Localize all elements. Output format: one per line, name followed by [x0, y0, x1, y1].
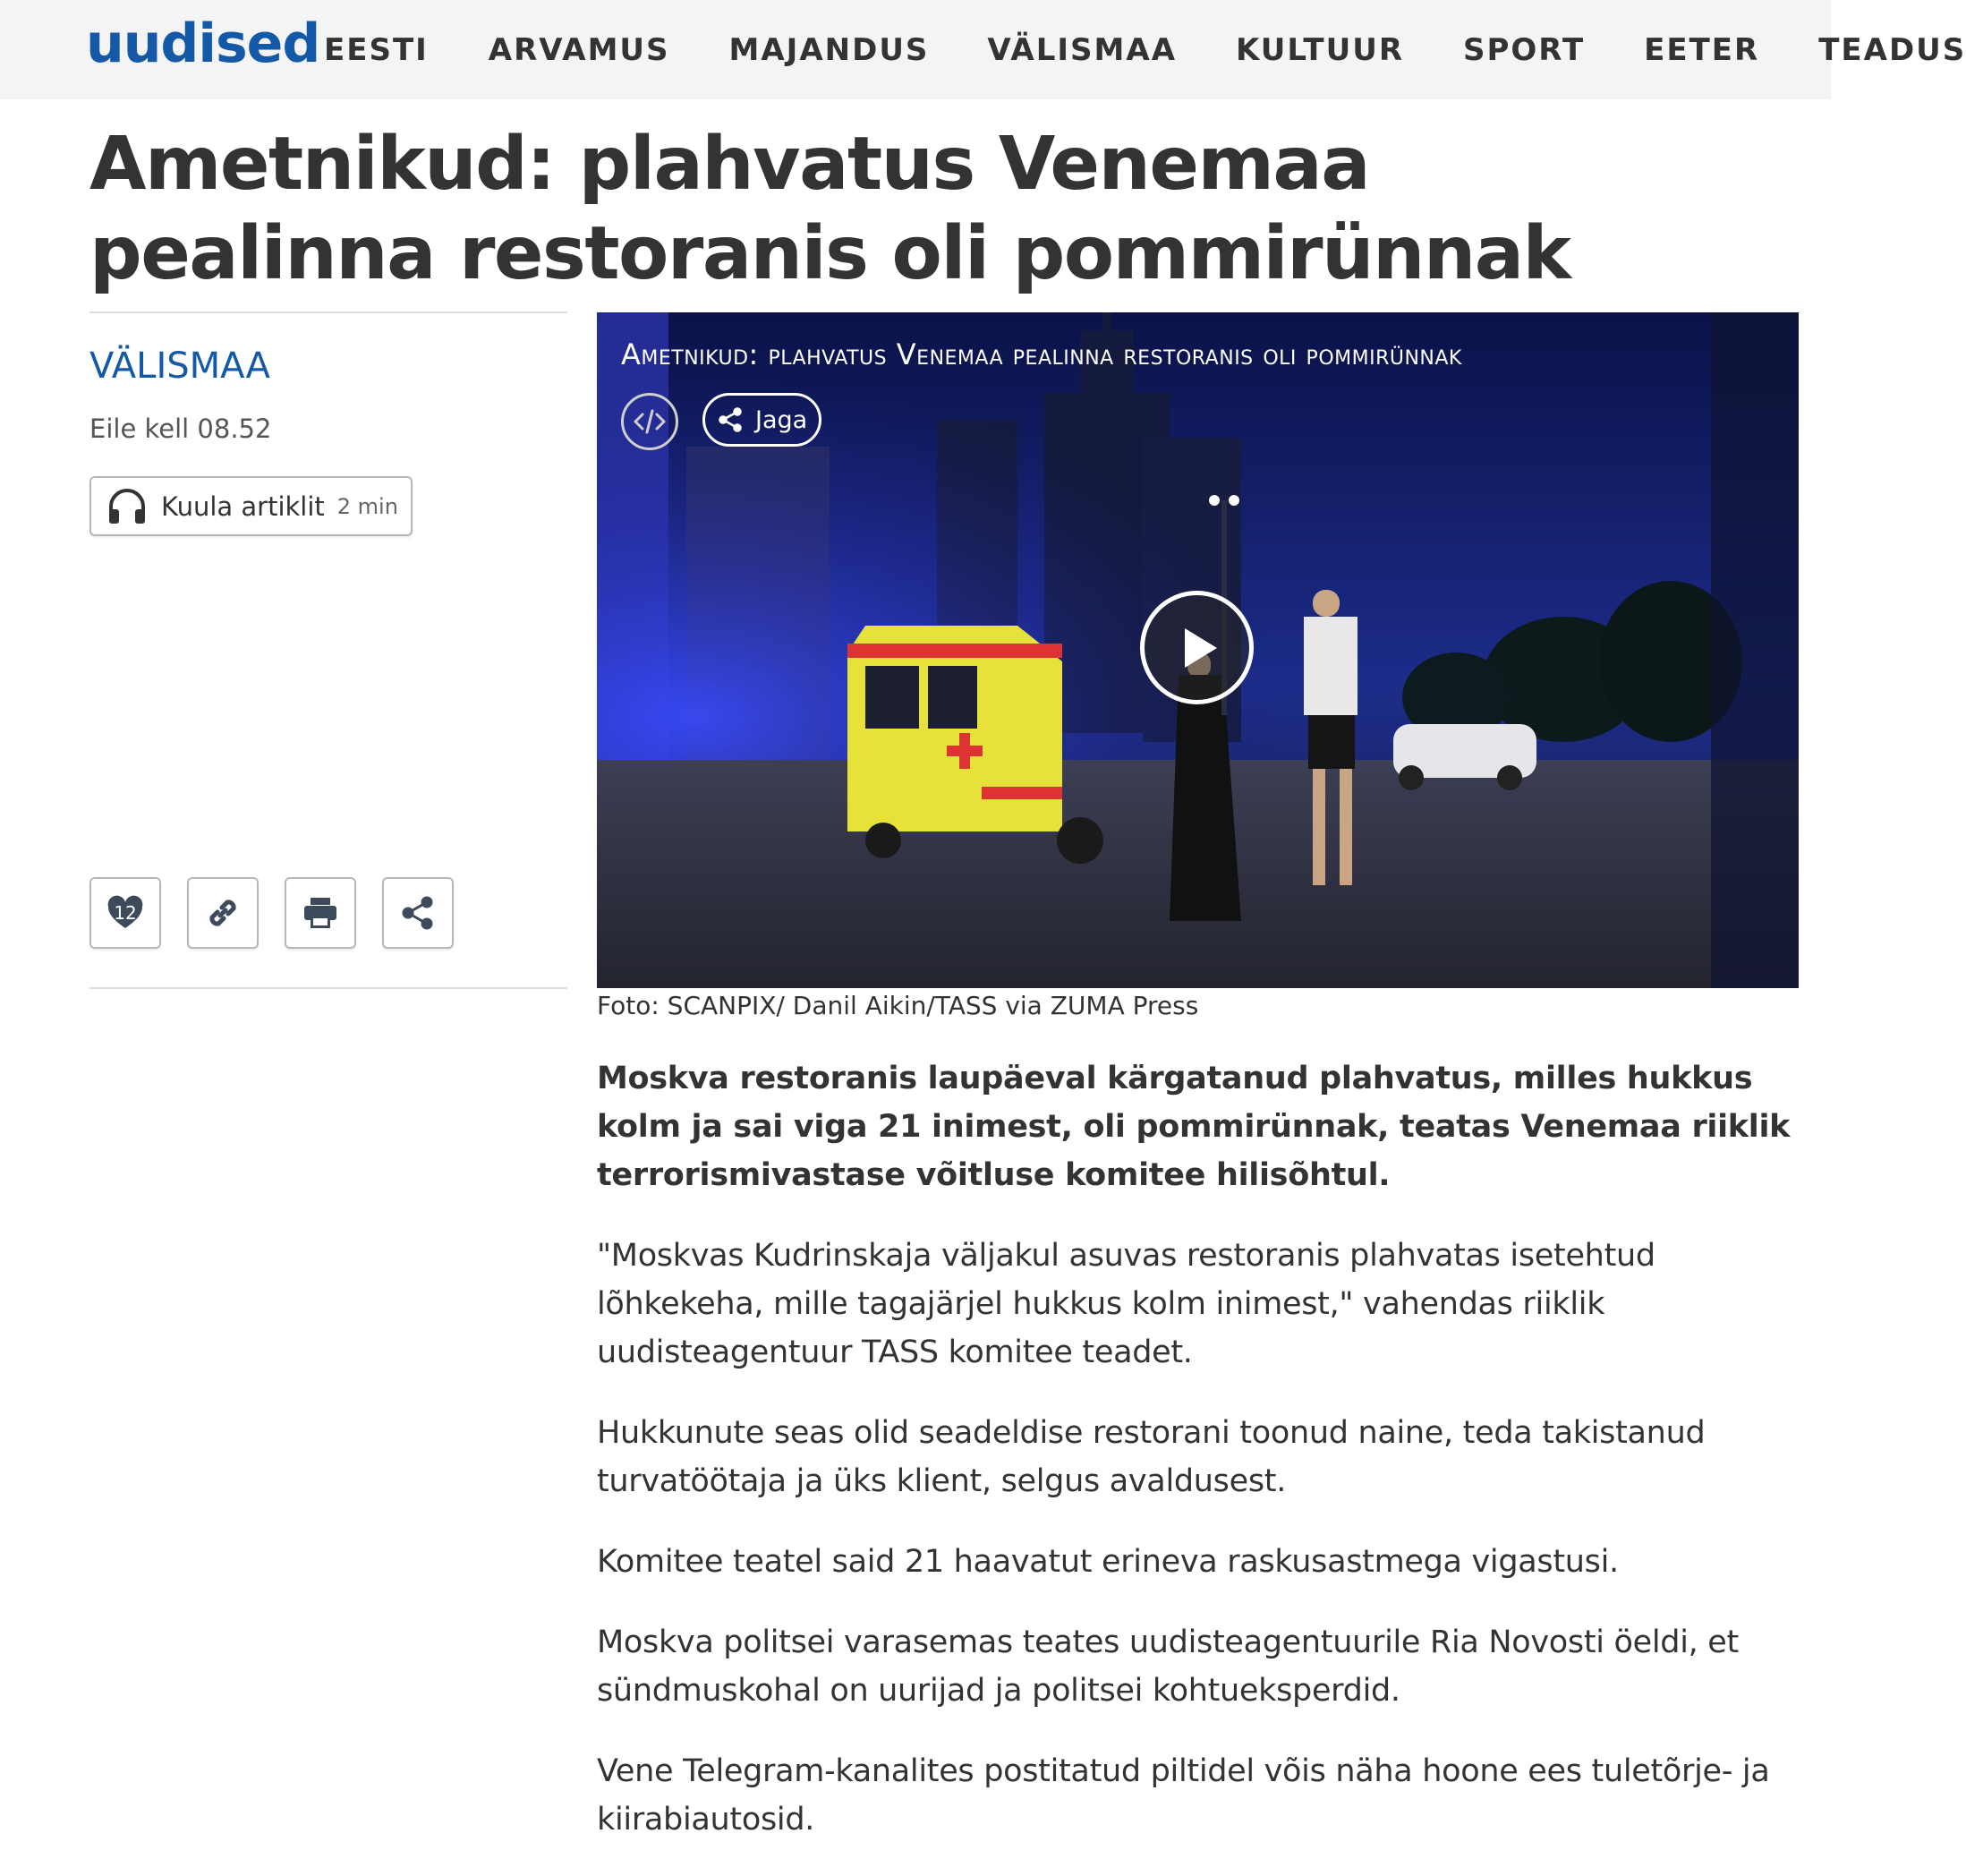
- play-icon: [1170, 621, 1224, 675]
- article-lead: Moskva restoranis laupäeval kärgatanud plahvatus, milles hukkus kolm ja sai viga 21 inimest, oli pommirünnak, teatas Venemaa riiklik terrorismivastase võitluse komitee hilisõhtul.: [597, 1061, 1791, 1193]
- video-share-label: Jaga: [755, 405, 808, 434]
- nav-item-arvamus[interactable]: ARVAMUS: [488, 31, 670, 68]
- nav-item-sport[interactable]: SPORT: [1463, 31, 1586, 68]
- article-paragraph: "Moskvas Kudrinskaja väljakul asuvas restoranis plahvatas isetehtud lõhkekeha, mille tagajärjel hukkus kolm inimest," vahendas riiklik uudisteagentuur TASS komitee teadet.: [597, 1238, 1655, 1370]
- headphones-icon: [106, 485, 149, 528]
- share-icon: [397, 892, 438, 934]
- share-icon: [716, 405, 745, 434]
- top-navigation: [0, 0, 1966, 99]
- nav-item-majandus[interactable]: MAJANDUS: [728, 31, 930, 68]
- article-paragraph: Moskva politsei varasemas teates uudisteagentuurile Ria Novosti öeldi, et sündmuskohal on uurijad ja politsei kohtueksperdid.: [597, 1624, 1739, 1709]
- embed-code-icon: [632, 404, 668, 439]
- divider: [89, 311, 567, 313]
- site-logo[interactable]: uudised: [86, 13, 320, 75]
- like-count: 12: [114, 902, 137, 924]
- embed-button[interactable]: [621, 393, 678, 450]
- divider: [89, 987, 567, 989]
- nav-item-eeter[interactable]: EETER: [1644, 31, 1760, 68]
- video-share-button[interactable]: [702, 393, 821, 447]
- print-icon: [300, 892, 341, 934]
- share-button[interactable]: [382, 877, 454, 949]
- listen-duration: 2 min: [336, 493, 398, 519]
- photo-caption: Foto: SCANPIX/ Danil Aikin/TASS via ZUMA Press: [597, 991, 1199, 1020]
- article-meta: [89, 311, 567, 924]
- copy-link-button[interactable]: [187, 877, 259, 949]
- nav-item-kultuur[interactable]: KULTUUR: [1236, 31, 1404, 68]
- listen-label: Kuula artiklit: [161, 490, 325, 522]
- like-button[interactable]: [89, 877, 161, 949]
- video-title: Ametnikud: plahvatus Venemaa pealinna restoranis oli pommirünnak: [621, 337, 1462, 371]
- nav-item-valismaa[interactable]: VÄLISMAA: [987, 31, 1178, 68]
- category-link[interactable]: VÄLISMAA: [89, 345, 270, 387]
- nav-item-teadus[interactable]: TEADUS: [1818, 31, 1966, 68]
- listen-article-button[interactable]: [89, 476, 413, 536]
- link-icon: [202, 892, 243, 934]
- nav-item-eesti[interactable]: EESTI: [324, 31, 429, 68]
- section-menu: [324, 0, 1966, 99]
- video-player[interactable]: [597, 312, 1799, 988]
- article-paragraph: Komitee teatel said 21 haavatut erineva raskusastmega vigastusi.: [597, 1544, 1619, 1580]
- play-button[interactable]: [1140, 591, 1254, 704]
- print-button[interactable]: [285, 877, 356, 949]
- article-paragraph: Hukkunute seas olid seadeldise restorani toonud naine, teda takistanud turvatöötaja ja üks klient, selgus avaldusest.: [597, 1415, 1706, 1499]
- article-actions: [89, 877, 480, 949]
- publish-time: Eile kell 08.52: [89, 414, 272, 444]
- article-title: Ametnikud: plahvatus Venemaa pealinna restoranis oli pommirünnak: [89, 122, 1570, 296]
- article-body: [597, 1054, 1805, 1876]
- article-paragraph: Vene Telegram-kanalites postitatud piltidel võis näha hoone ees tuletõrje- ja kiirabiautosid.: [597, 1753, 1770, 1838]
